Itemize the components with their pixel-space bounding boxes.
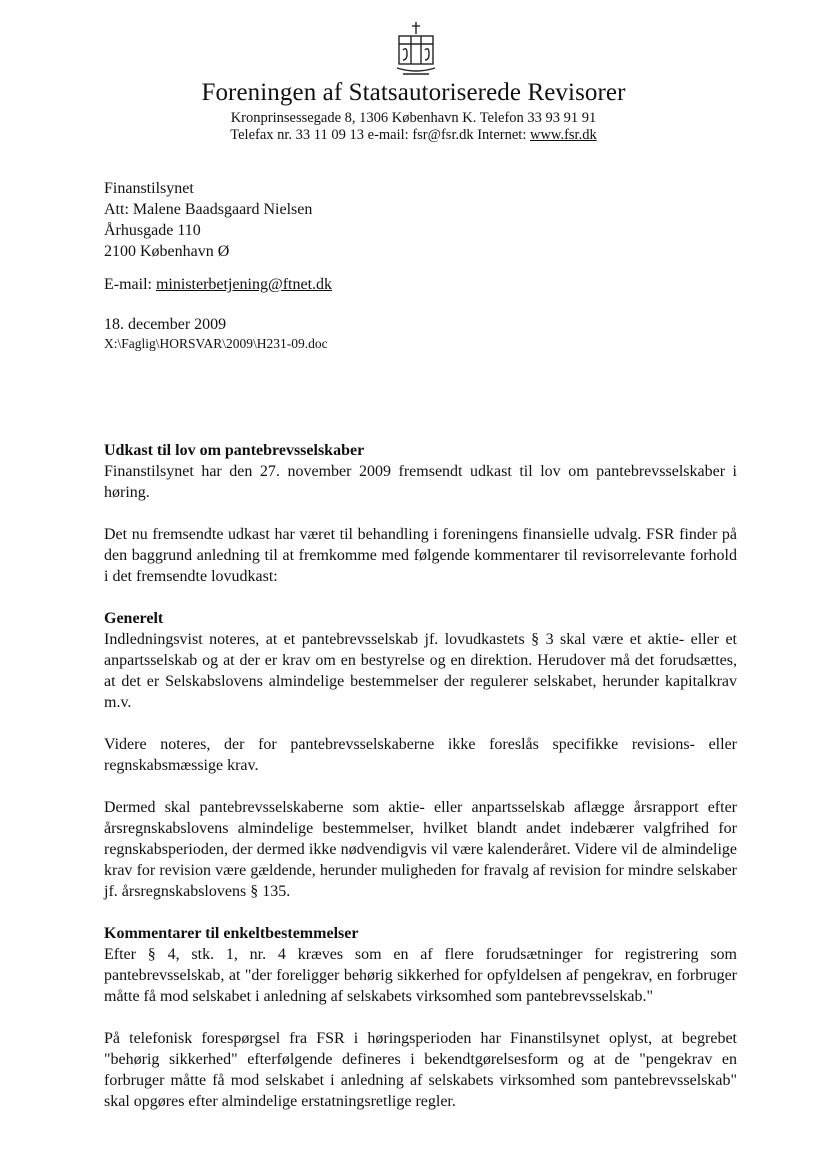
section-heading: Generelt [104,610,164,627]
org-name: Foreningen af Statsautoriserede Revisorer [201,79,626,106]
letter-date: 18. december 2009 [104,316,227,333]
letter-body [104,440,737,1133]
paragraph: Indledningsvist noteres, at et pantebrevsselskab jf. lovudkastets § 3 skal være et aktie- eller et anpartsselskab og at der er krav om en bestyrelse og en direktion. Herudover må det forudsættes, at det er Selskabslovens almindelige bestemmelser der regulerer selskabet, herunder kapitalkrav m.v. [104,631,737,711]
paragraph: Dermed skal pantebrevsselskaberne som aktie- eller anpartsselskab aflægge årsrapport efter årsregnskabslovens almindelige bestemmelser, hvilket blandt andet indebærer valgfrihed for regnskabsperioden, der dermed ikke nødvendigvis vil være kalenderåret. Videre vil de almindelige krav for revision være gældende, herunder muligheden for fravalg af revision for mindre selskaber jf. årsregnskabslovens § 135. [104,799,737,900]
recipient-line: Att: Malene Baadsgaard Nielsen [104,201,313,218]
org-address: Kronprinsessegade 8, 1306 København K. Telefon 33 93 91 91 [230,110,597,126]
org-contact [0,127,827,144]
recipient-line: 2100 København Ø [104,243,230,260]
recipient-address [104,178,312,262]
website-link[interactable]: www.fsr.dk [529,127,597,143]
file-path: X:\Faglig\HORSVAR\2009\H231-09.doc [104,336,328,351]
paragraph: Finanstilsynet har den 27. november 2009 fremsendt udkast til lov om pantebrevsselskaber i høring. [104,463,737,501]
paragraph: Videre noteres, der for pantebrevsselskaberne ikke foreslås specifikke revisions- eller regnskabsmæssige krav. [104,736,737,774]
paragraph: På telefonisk forespørgsel fra FSR i høringsperioden har Finanstilsynet oplyst, at begrebet "behørig sikkerhed" efterfølgende defineres i bekendtgørelsesform og at de "pengekrav en forbruger måtte få mod selskabet i anledning af selskabets virksomhed som pantebrevsselskab" skal opgøres efter almindelige erstatningsretlige regler. [104,1030,737,1110]
org-contact-text: Telefax nr. 33 11 09 13 e-mail: fsr@fsr.dk Internet: [230,127,530,143]
paragraph: Det nu fremsendte udkast har været til behandling i foreningens finansielle udvalg. FSR finder på den baggrund anledning til at fremkomme med følgende kommentarer til revisorrelevante forhold i det fremsendte lovudkast: [104,526,737,585]
section-heading: Kommentarer til enkeltbestemmelser [104,925,359,942]
recipient-email [104,276,332,294]
paragraph: Efter § 4, stk. 1, nr. 4 kræves som en af flere forudsætninger for registrering som pantebrevsselskab, at "der foreligger behørig sikkerhed for opfyldelsen af pengekrav, en forbruger måtte få mod selskabet i anledning af selskabets virksomhed som pantebrevsselskab." [104,946,737,1005]
section-heading: Udkast til lov om pantebrevsselskaber [104,442,365,459]
recipient-line: Århusgade 110 [104,222,201,239]
recipient-line: Finanstilsynet [104,180,194,197]
email-link[interactable]: ministerbetjening@ftnet.dk [155,276,333,293]
email-label: E-mail: [104,276,156,293]
fsr-logo-icon [393,20,439,80]
